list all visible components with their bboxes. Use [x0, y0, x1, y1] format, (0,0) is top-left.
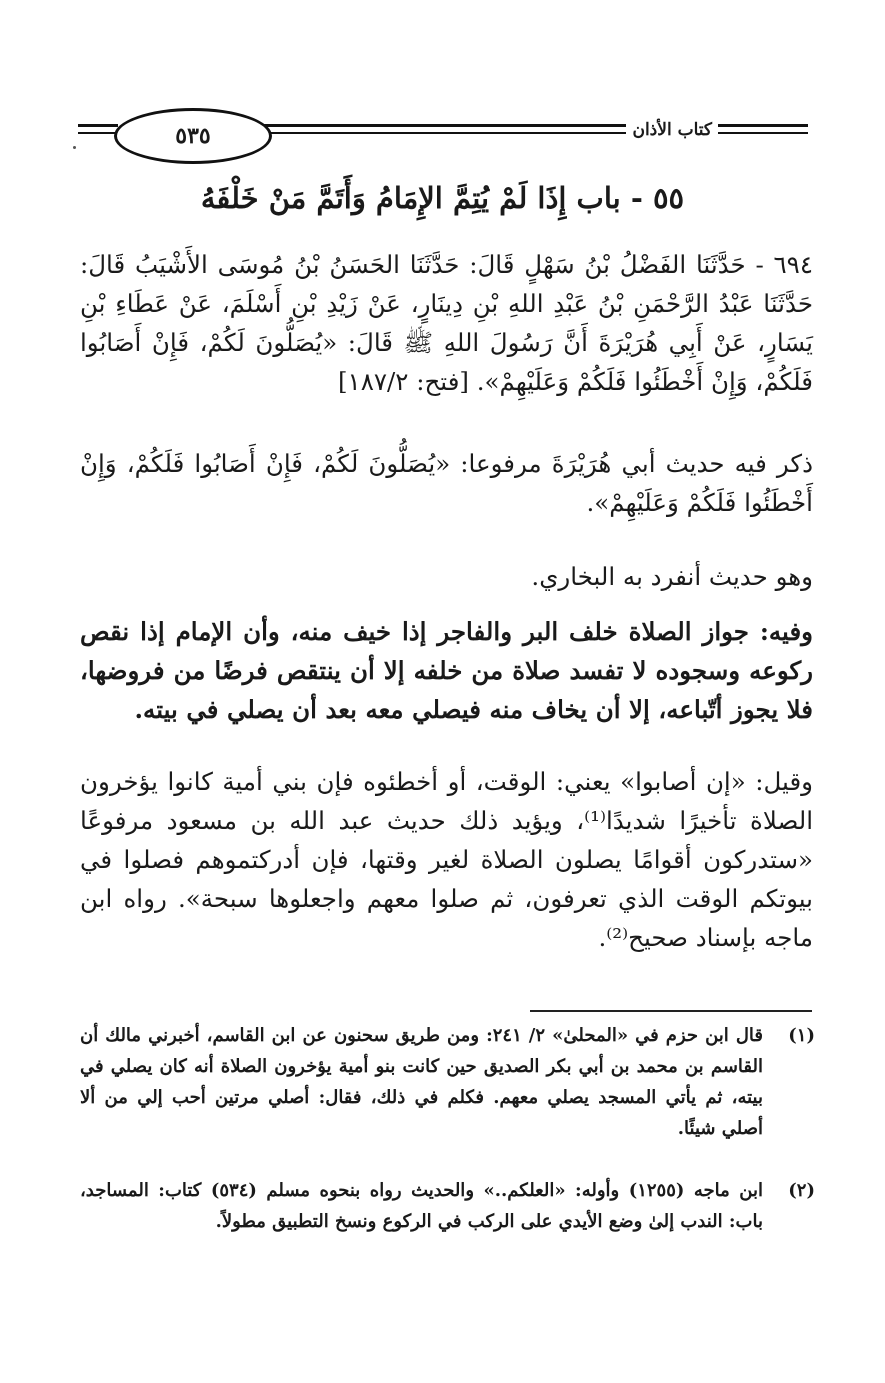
- footnote-text: ابن ماجه (١٢٥٥) وأوله: «العلكم..» والحديث رواه بنحوه مسلم (٥٣٤) كتاب: المساجد، باب: الندب إلىٰ وضع الأيدي على الركب في الركوع ونسخ التطبيق مطولاً.: [80, 1180, 763, 1232]
- footnote-number: (٢): [788, 1180, 815, 1201]
- margin-dot: [73, 146, 76, 149]
- hadith-text: ٦٩٤ - حَدَّثَنَا الفَضْلُ بْنُ سَهْلٍ قَالَ: حَدَّثَنَا الحَسَنُ بْنُ مُوسَى الأَشْيَبُ قَالَ: حَدَّثَنَا عَبْدُ الرَّحْمَنِ بْنُ عَبْدِ اللهِ بْنِ دِينَارٍ، عَنْ زَيْدِ بْنِ أَسْلَمَ، عَنْ عَطَاءِ بْنِ يَسَارٍ، عَنْ أَبِي هُرَيْرَةَ أَنَّ رَسُولَ اللهِ ﷺ قَالَ: «يُصَلُّونَ لَكُمْ، فَإِنْ أَصَابُوا فَلَكُمْ، وَإِنْ أَخْطَئُوا فَلَكُمْ وَعَلَيْهِمْ». [فتح: ١٨٧/٢]: [80, 250, 813, 396]
- page-number: [114, 108, 272, 164]
- commentary-paragraph-4: وقيل: «إن أصابوا» يعني: الوقت، أو أخطئوه فإن بني أمية كانوا يؤخرون الصلاة تأخيرًا شديدًا⁽¹⁾، ويؤيد ذلك حديث عبد الله بن مسعود مرفوعًا «ستدركون أقوامًا يصلون الصلاة لغير وقتها، فإن أدركتموهم فصلوا في بيوتكم الوقت الذي تعرفون، ثم صلوا معهم واجعلوها سبحة». رواه ابن ماجه بإسناد صحيح⁽²⁾.: [80, 767, 813, 952]
- header-rule-left-thick: [78, 124, 118, 127]
- commentary-paragraph-1: ذكر فيه حديث أبي هُرَيْرَةَ مرفوعا: «يُصَلُّونَ لَكُمْ، فَإِنْ أَصَابُوا فَلَكُمْ، وَإِنْ أَخْطَئُوا فَلَكُمْ وَعَلَيْهِمْ».: [80, 449, 813, 517]
- footnote-text: قال ابن حزم في «المحلىٰ» ٢/ ٢٤١: ومن طريق سحنون عن ابن القاسم، أخبرني مالك أن القاسم بن محمد بن أبي بكر الصديق حين كانت بنو أمية يؤخرون الصلاة أنه كان يصلي في بيته، ثم يأتي المسجد يصلي معهم. فكلم في ذلك، فقال: أصلي مرتين أحب إلي من ألا أصلي شيئًا.: [80, 1025, 764, 1139]
- book-title: كتاب الأذان: [626, 120, 718, 140]
- header-rule-right-thick: [264, 124, 808, 127]
- page-header: [78, 108, 808, 160]
- page-number-text: ٥٣٥: [175, 123, 211, 149]
- chapter-title: ٥٥ - باب إِذَا لَمْ يُتِمَّ الإِمَامُ وَأَتَمَّ مَنْ خَلْفَهُ: [200, 181, 685, 215]
- footnote-2: [80, 1175, 815, 1237]
- header-rule-left-thin: [78, 132, 118, 134]
- commentary-paragraph-2: وهو حديث أنفرد به البخاري.: [531, 562, 813, 591]
- commentary-paragraph-3: وفيه: جواز الصلاة خلف البر والفاجر إذا خيف منه، وأن الإمام إذا نقص ركوعه وسجوده لا تفسد صلاة من خلفه إلا أن ينتقص فرضًا من فروضها، فلا يجوز أتّباعه، إلا أن يخاف منه فيصلي معه بعد أن يصلي في بيته.: [80, 617, 813, 724]
- footnote-separator: [530, 1010, 812, 1012]
- footnote-number: (١): [788, 1025, 815, 1046]
- footnote-1: [80, 1020, 815, 1144]
- header-rule-right-thin: [264, 132, 808, 134]
